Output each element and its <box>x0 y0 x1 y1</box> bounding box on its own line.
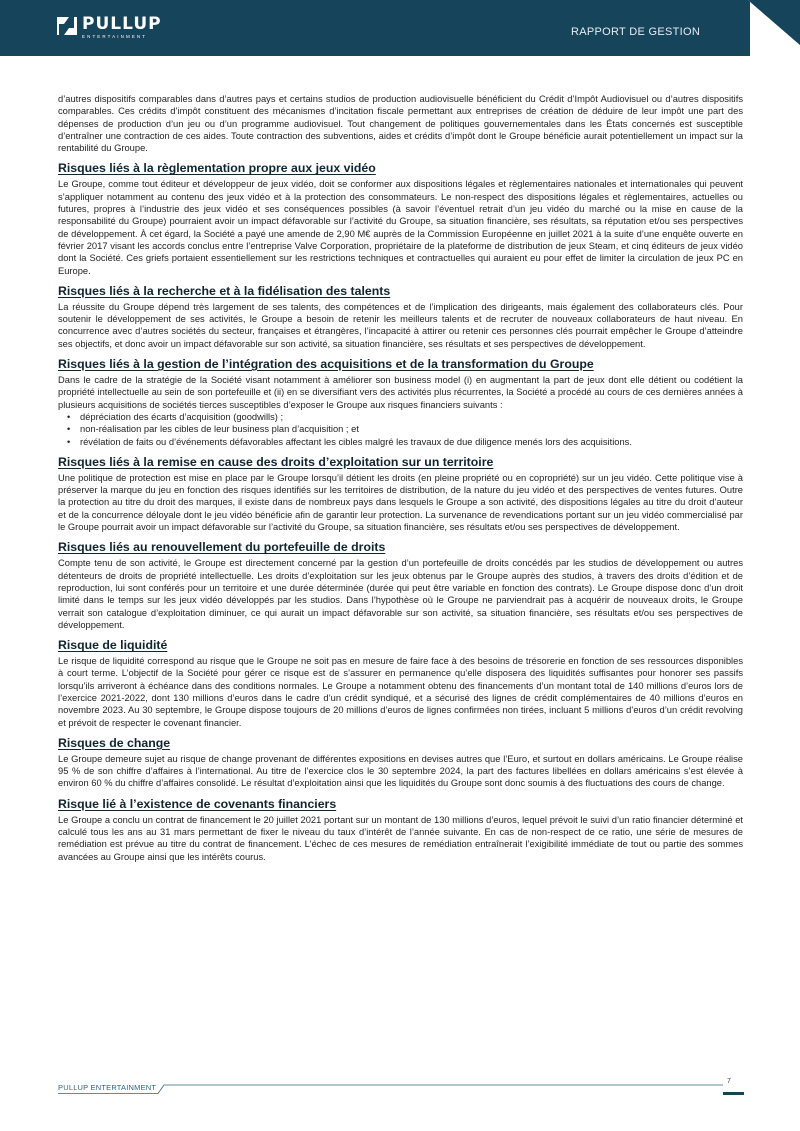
footer-divider <box>58 1084 744 1098</box>
pullup-logo <box>56 16 162 42</box>
list-item <box>67 436 743 448</box>
logo-subtitle: ENTERTAINMENT <box>82 34 148 39</box>
footer-brand: PULLUP ENTERTAINMENT <box>58 1083 157 1092</box>
list-item-text: dépréciation des écarts d’acquisition (goodwills) ; <box>80 411 284 422</box>
section-title-acquisitions: Risques liés à la gestion de l’intégration des acquisitions et de la transformation du Groupe <box>58 357 594 372</box>
section-title-regulation: Risques liés à la règlementation propre aux jeux vidéo <box>58 161 376 176</box>
bullet-icon: • <box>67 424 71 435</box>
section-body-liquidity: Le risque de liquidité correspond au risque que le Groupe ne soit pas en mesure de faire face à des besoins de trésorerie en fonction de ses ressources disponibles à court terme. L’objectif de la Société pour gérer ce risque est de s’assurer en permanence qu’elle disposera des liquidités suffisantes pour honorer ses passifs lorsqu’ils arriveront à échéance dans des conditions normales. Le Groupe a notamment obtenu des financements d’un montant total de 140 millions d’euros lors de l’exercice 2021-2022, dont 130 millions d’euros dans le cadre d’un crédit syndiqué, et a sécurisé des lignes de crédit complémentaires de 40 millions d’euros en novembre 2023. Au 30 septembre, le Groupe dispose toujours de 20 millions d’euros de lignes confirmées non tirées, incluant 5 millions d’euros d’un crédit revolving et prévoit de respecter le covenant financier. <box>58 656 743 728</box>
section-title-rights-portfolio: Risques liés au renouvellement du portefeuille de droits <box>58 540 386 555</box>
section-title-liquidity: Risque de liquidité <box>58 638 168 653</box>
section-body-acquisitions: Dans le cadre de la stratégie de la Société visant notamment à améliorer son business model (i) en augmentant la part de jeux dont elle détient ou codétient la propriété intellectuelle au sein de son portefeuille et (ii) en se diversifiant vers des activités plus récurrentes, la Société a procédé au cours de ces dernières années à plusieurs acquisitions de sociétés tierces susceptibles d’exposer le Groupe aux risques financiers suivants : <box>58 375 743 410</box>
section-title-covenants: Risque lié à l’existence de covenants financiers <box>58 796 337 811</box>
section-body-covenants: Le Groupe a conclu un contrat de financement le 20 juillet 2021 portant sur un montant de 130 millions d’euros, lequel prévoit le suivi d’un ratio financier déterminé et calculé tous les ans au 31 mars permettant de fixer le niveau du taux d’intérêt de l’année suivante. En cas de non-respect de ce ratio, une série de mesures de remédiation est prévue au titre du contrat de financement. L’échec de ces mesures de remédiation entraînerait l’exigibilité immédiate de tout ou partie des sommes avancées au Groupe ainsi que les intérêts courus. <box>58 814 743 862</box>
page-header <box>0 0 800 56</box>
section-body-exchange: Le Groupe demeure sujet au risque de change provenant de différentes expositions en devises autres que l’Euro, et surtout en dollars américains. Le Groupe réalise 95 % de son chiffre d’affaires à l’international. Au titre de l’exercice clos le 30 septembre 2024, la part des factures libellées en dollars américains s’est élevée à environ 60 % du chiffre d’affaires consolidé. Le résultat d’exploitation ainsi que les liquidités du Groupe sont donc soumis à des fluctuations des cours de change. <box>58 753 743 789</box>
section-title-exchange: Risques de change <box>58 735 171 750</box>
document-body <box>58 93 743 863</box>
bullet-icon: • <box>67 436 71 447</box>
pullup-logo-icon <box>56 16 78 36</box>
section-body-talents: La réussite du Groupe dépend très largement de ses talents, des compétences et de l’implication des dirigeants, mais également des collaborateurs clés. Pour soutenir le développement de ses activités, le Groupe a besoin de retenir les meilleurs talents et de recruter de nouveaux collaborateurs de haut niveau. En concurrence avec d’autres sociétés du secteur, françaises et étrangères, l’incapacité à attirer ou retenir ces personnes clés pourrait empêcher le Groupe d’atteindre ses objectifs, et donc avoir un impact défavorable sur son activité, sa situation financière, ses résultats et ses perspectives de développement. <box>58 301 743 349</box>
acquisition-risk-list <box>58 411 743 448</box>
section-body-rights-portfolio: Compte tenu de son activité, le Groupe est directement concerné par la gestion d’un portefeuille de droits concédés par les studios de développement ou autres détenteurs de droits de propriété intellectuelle. Les droits d’exploitation sur les jeux obtenus par le Groupe auprès des studios, à travers des droits d’édition et de reproduction, lui sont conférés pour un territoire et une durée déterminée (durée qui peut être variable en fonction des contrats). Le Groupe dispose donc d’un droit limité dans le temps sur les jeux vidéo développés par les studios. Dans l’hypothèse où le Groupe ne parviendrait pas à acquérir de nouveaux droits, le Groupe verrait son catalogue d’exploitation diminuer, ce qui aurait un impact défavorable sur son activité, sa situation financière, ses résultats et/ou ses perspectives de développement. <box>58 558 743 630</box>
list-item-text: révélation de faits ou d’événements défavorables affectant les cibles malgré les travaux de due diligence menés lors des acquisitions. <box>80 436 632 447</box>
section-body-regulation: Le Groupe, comme tout éditeur et développeur de jeux vidéo, doit se conformer aux dispositions légales et règlementaires nationales et internationales qui peuvent s’appliquer notamment au contenu des jeux vidéo et à la protection des consommateurs. Le non-respect des dispositions légales et règlementaires, actuelles ou futures, propres à l’industrie des jeux vidéo et ses conséquences possibles (à savoir l’éventuel retrait d’un jeu vidéo du marché ou la mise en cause de la responsabilité du Groupe) pourraient avoir un impact défavorable sur l’activité du Groupe, sa situation financière, ses résultats, sa réputation et/ou ses perspectives de développement. À cet égard, la Société a payé une amende de 2,90 M€ auprès de la Commission Européenne en juillet 2021 à la suite d’une enquête ouverte en février 2017 visant les accords conclus entre l’entreprise Valve Corporation, propriétaire de la plateforme de distribution de jeux Steam, et cinq éditeurs de jeux vidéo dont la Société. Ces griefs portaient essentiellement sur les restrictions techniques et contractuelles qui auraient eu pour effet de limiter la circulation de jeux PC en Europe. <box>58 179 743 276</box>
page-number: 7 <box>727 1078 731 1085</box>
bullet-icon: • <box>67 411 71 422</box>
section-number: 2 <box>734 19 744 38</box>
section-title-rights-territory: Risques liés à la remise en cause des droits d’exploitation sur un territoire <box>58 454 494 469</box>
logo-wordmark: PULLUP <box>82 14 162 34</box>
list-item <box>67 411 743 423</box>
list-item <box>67 423 743 435</box>
list-item-text: non-réalisation par les cibles de leur business plan d’acquisition ; et <box>80 424 359 435</box>
section-body-rights-territory: Une politique de protection est mise en place par le Groupe lorsqu’il détient les droits (en pleine propriété ou en copropriété) sur un jeu vidéo. Cette politique vise à préserver la marque du jeu en fonction des risques identifiés sur les territoires de distribution, de la nature du jeu vidéo et des perspectives de ventes futures. Outre la protection au titre du droit des marques, il existe dans de nombreux pays dans lesquels le Groupe a son activité, des dispositions légales au titre du droit d’auteur et de la concurrence déloyale dont le jeu vidéo bénéficie afin de garantir leur protection. La survenance de revendications portant sur un jeu vidéo commercialisé par le Groupe pourrait avoir un impact défavorable sur l’activité du Groupe, sa situation financière, ses résultats et/ou ses perspectives de développement. <box>58 472 743 533</box>
section-title-talents: Risques liés à la recherche et à la fidélisation des talents <box>58 283 391 298</box>
intro-paragraph: d’autres dispositifs comparables dans d’autres pays et certains studios de production audiovisuelle bénéficient du Crédit d’Impôt Audiovisuel ou d’autres dispositifs comparables. Ces crédits d’impôt constituent des mécanismes d’incitation fiscale permettant aux entreprises de création de déduire de leur impôt une part des dépenses de production d’un jeu ou d’un programme audiovisuel. Tout changement de politiques gouvernementales dans les États concernés est susceptible d’entraîner une contraction de ces aides. Toute contraction des subventions, aides et crédits d’impôt dont le Groupe bénéficie aurait potentiellement un impact sur la rentabilité du Groupe. <box>58 94 743 154</box>
report-title: RAPPORT DE GESTION <box>571 26 701 38</box>
